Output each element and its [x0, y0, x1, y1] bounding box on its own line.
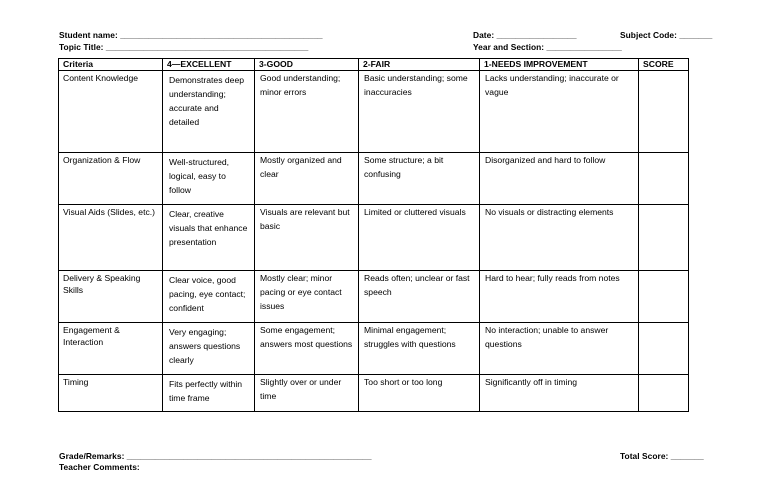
column-header-score: SCORE [639, 59, 689, 71]
grade-remarks-field[interactable]: Grade/Remarks: ____________________________________________________ [59, 451, 372, 461]
table-row [59, 375, 689, 412]
criteria-cell: Content Knowledge [59, 71, 163, 153]
criteria-cell: Delivery & Speaking Skills [59, 271, 163, 323]
fair-cell: Basic understanding; some inaccuracies [359, 71, 480, 153]
criteria-cell: Engagement & Interaction [59, 323, 163, 375]
fair-cell: Too short or too long [359, 375, 480, 412]
needs-improvement-cell: Lacks understanding; inaccurate or vague [480, 71, 639, 153]
table-row [59, 271, 689, 323]
good-cell: Mostly clear; minor pacing or eye contact issues [255, 271, 359, 323]
year-section-field[interactable]: Year and Section: ________________ [473, 42, 622, 52]
fair-cell: Reads often; unclear or fast speech [359, 271, 480, 323]
table-header-row [59, 59, 689, 71]
good-cell: Visuals are relevant but basic [255, 205, 359, 271]
teacher-comments-label: Teacher Comments: [59, 462, 140, 472]
excellent-cell: Clear, creative visuals that enhance presentation [163, 205, 255, 271]
column-header-needs-improvement: 1-NEEDS IMPROVEMENT [480, 59, 639, 71]
criteria-cell: Visual Aids (Slides, etc.) [59, 205, 163, 271]
score-cell[interactable] [639, 271, 689, 323]
needs-improvement-cell: Significantly off in timing [480, 375, 639, 412]
excellent-cell: Very engaging; answers questions clearly [163, 323, 255, 375]
needs-improvement-cell: Hard to hear; fully reads from notes [480, 271, 639, 323]
student-name-field[interactable]: Student name: ___________________________________________ [59, 30, 323, 40]
excellent-cell: Demonstrates deep understanding; accurate and detailed [163, 71, 255, 153]
criteria-cell: Organization & Flow [59, 153, 163, 205]
fair-cell: Minimal engagement; struggles with questions [359, 323, 480, 375]
fair-cell: Some structure; a bit confusing [359, 153, 480, 205]
score-cell[interactable] [639, 205, 689, 271]
column-header-good: 3-GOOD [255, 59, 359, 71]
subject-code-field[interactable]: Subject Code: _______ [620, 30, 713, 40]
good-cell: Mostly organized and clear [255, 153, 359, 205]
excellent-cell: Fits perfectly within time frame [163, 375, 255, 412]
table-row [59, 71, 689, 153]
needs-improvement-cell: No interaction; unable to answer questions [480, 323, 639, 375]
table-row [59, 205, 689, 271]
score-cell[interactable] [639, 71, 689, 153]
table-row [59, 323, 689, 375]
needs-improvement-cell: Disorganized and hard to follow [480, 153, 639, 205]
good-cell: Good understanding; minor errors [255, 71, 359, 153]
excellent-cell: Well-structured, logical, easy to follow [163, 153, 255, 205]
column-header-criteria: Criteria [59, 59, 163, 71]
total-score-field[interactable]: Total Score: _______ [620, 451, 704, 461]
date-field[interactable]: Date: _________________ [473, 30, 577, 40]
topic-title-field[interactable]: Topic Title: ___________________________________________ [59, 42, 309, 52]
score-cell[interactable] [639, 153, 689, 205]
table-row [59, 153, 689, 205]
score-cell[interactable] [639, 323, 689, 375]
excellent-cell: Clear voice, good pacing, eye contact; confident [163, 271, 255, 323]
good-cell: Some engagement; answers most questions [255, 323, 359, 375]
good-cell: Slightly over or under time [255, 375, 359, 412]
rubric-table [58, 58, 689, 412]
column-header-fair: 2-FAIR [359, 59, 480, 71]
fair-cell: Limited or cluttered visuals [359, 205, 480, 271]
criteria-cell: Timing [59, 375, 163, 412]
score-cell[interactable] [639, 375, 689, 412]
needs-improvement-cell: No visuals or distracting elements [480, 205, 639, 271]
column-header-excellent: 4—EXCELLENT [163, 59, 255, 71]
